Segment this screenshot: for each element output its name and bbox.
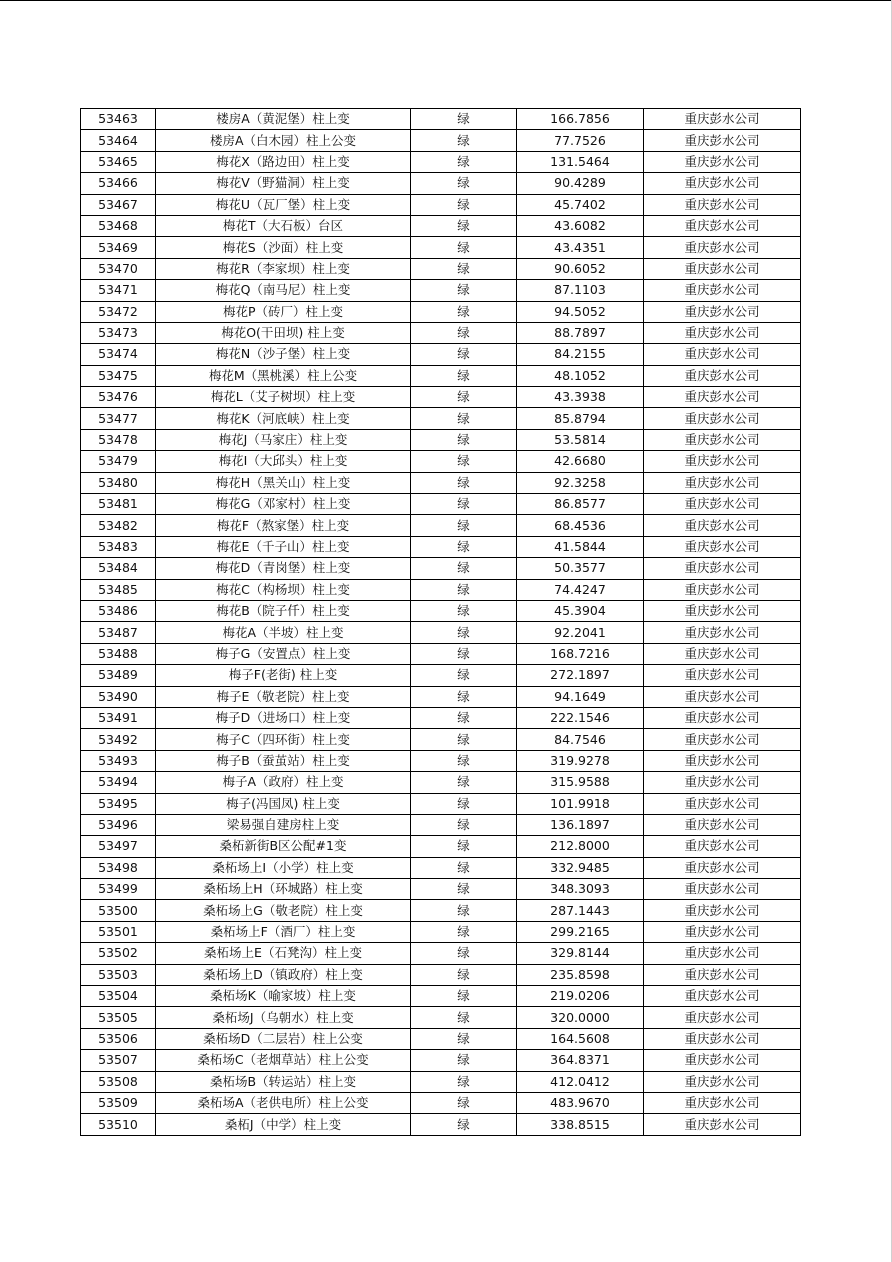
- cell-value: 315.9588: [517, 772, 644, 793]
- cell-name: 桑柘场上I（小学）柱上变: [156, 857, 411, 878]
- table-row: [81, 707, 801, 728]
- cell-name: 桑柘场D（二层岩）柱上公变: [156, 1028, 411, 1049]
- cell-value: 212.8000: [517, 836, 644, 857]
- cell-color: 绿: [411, 879, 517, 900]
- cell-color: 绿: [411, 814, 517, 835]
- cell-value: 166.7856: [517, 109, 644, 130]
- cell-name: 楼房A（白木园）柱上公变: [156, 130, 411, 151]
- cell-company: 重庆彭水公司: [644, 130, 801, 151]
- cell-id: 53477: [81, 408, 156, 429]
- cell-color: 绿: [411, 793, 517, 814]
- cell-company: 重庆彭水公司: [644, 750, 801, 771]
- cell-value: 90.6052: [517, 258, 644, 279]
- cell-color: 绿: [411, 600, 517, 621]
- cell-name: 梅子B（蚕茧站）柱上变: [156, 750, 411, 771]
- cell-color: 绿: [411, 1028, 517, 1049]
- cell-name: 梅花C（构杨坝）柱上变: [156, 579, 411, 600]
- cell-company: 重庆彭水公司: [644, 1028, 801, 1049]
- table-row: [81, 793, 801, 814]
- cell-color: 绿: [411, 1114, 517, 1135]
- cell-company: 重庆彭水公司: [644, 429, 801, 450]
- cell-color: 绿: [411, 365, 517, 386]
- table-row: [81, 515, 801, 536]
- cell-color: 绿: [411, 1092, 517, 1113]
- page-top-border: [0, 0, 892, 1]
- cell-name: 梅花V（野猫洞）柱上变: [156, 173, 411, 194]
- cell-company: 重庆彭水公司: [644, 729, 801, 750]
- cell-color: 绿: [411, 943, 517, 964]
- table-row: [81, 900, 801, 921]
- cell-name: 梅花R（李家坝）柱上变: [156, 258, 411, 279]
- cell-color: 绿: [411, 515, 517, 536]
- cell-id: 53473: [81, 322, 156, 343]
- cell-id: 53498: [81, 857, 156, 878]
- cell-id: 53483: [81, 536, 156, 557]
- cell-name: 梅花Q（南马尼）柱上变: [156, 280, 411, 301]
- cell-value: 50.3577: [517, 558, 644, 579]
- cell-value: 219.0206: [517, 986, 644, 1007]
- cell-id: 53488: [81, 643, 156, 664]
- cell-value: 68.4536: [517, 515, 644, 536]
- table-row: [81, 387, 801, 408]
- cell-value: 412.0412: [517, 1071, 644, 1092]
- cell-value: 43.4351: [517, 237, 644, 258]
- table-row: [81, 1114, 801, 1135]
- cell-name: 桑柘场J（乌朝水）柱上变: [156, 1007, 411, 1028]
- cell-company: 重庆彭水公司: [644, 814, 801, 835]
- table-row: [81, 1071, 801, 1092]
- cell-name: 梅花E（千子山）柱上变: [156, 536, 411, 557]
- cell-color: 绿: [411, 194, 517, 215]
- cell-color: 绿: [411, 750, 517, 771]
- cell-company: 重庆彭水公司: [644, 643, 801, 664]
- cell-color: 绿: [411, 729, 517, 750]
- cell-value: 84.2155: [517, 344, 644, 365]
- cell-id: 53507: [81, 1050, 156, 1071]
- cell-id: 53501: [81, 921, 156, 942]
- cell-color: 绿: [411, 472, 517, 493]
- table-body: [81, 109, 801, 1136]
- table-row: [81, 301, 801, 322]
- cell-color: 绿: [411, 280, 517, 301]
- table-row: [81, 536, 801, 557]
- cell-name: 桑柘新街B区公配#1变: [156, 836, 411, 857]
- cell-value: 84.7546: [517, 729, 644, 750]
- cell-name: 梅花J（马家庄）柱上变: [156, 429, 411, 450]
- cell-color: 绿: [411, 130, 517, 151]
- cell-company: 重庆彭水公司: [644, 151, 801, 172]
- cell-company: 重庆彭水公司: [644, 857, 801, 878]
- cell-color: 绿: [411, 986, 517, 1007]
- cell-name: 梅花T（大石板）台区: [156, 215, 411, 236]
- cell-color: 绿: [411, 109, 517, 130]
- cell-id: 53490: [81, 686, 156, 707]
- cell-color: 绿: [411, 237, 517, 258]
- cell-color: 绿: [411, 900, 517, 921]
- table-row: [81, 836, 801, 857]
- cell-id: 53492: [81, 729, 156, 750]
- cell-company: 重庆彭水公司: [644, 707, 801, 728]
- cell-name: 梅子E（敬老院）柱上变: [156, 686, 411, 707]
- table-row: [81, 429, 801, 450]
- cell-company: 重庆彭水公司: [644, 986, 801, 1007]
- table-row: [81, 943, 801, 964]
- transformer-table: [80, 108, 801, 1136]
- cell-id: 53468: [81, 215, 156, 236]
- cell-color: 绿: [411, 836, 517, 857]
- cell-color: 绿: [411, 322, 517, 343]
- cell-color: 绿: [411, 1071, 517, 1092]
- cell-name: 桑柘场上E（石凳沟）柱上变: [156, 943, 411, 964]
- cell-value: 41.5844: [517, 536, 644, 557]
- table-row: [81, 173, 801, 194]
- cell-name: 桑柘场B（转运站）柱上变: [156, 1071, 411, 1092]
- cell-name: 梅花M（黑桃溪）柱上公变: [156, 365, 411, 386]
- table-row: [81, 1050, 801, 1071]
- cell-color: 绿: [411, 151, 517, 172]
- cell-company: 重庆彭水公司: [644, 301, 801, 322]
- cell-company: 重庆彭水公司: [644, 515, 801, 536]
- cell-name: 桑柘场A（老供电所）柱上公变: [156, 1092, 411, 1113]
- cell-name: 梅花G（邓家村）柱上变: [156, 494, 411, 515]
- table-row: [81, 494, 801, 515]
- cell-color: 绿: [411, 686, 517, 707]
- cell-name: 桑柘场上G（敬老院）柱上变: [156, 900, 411, 921]
- table-row: [81, 280, 801, 301]
- cell-color: 绿: [411, 707, 517, 728]
- table-row: [81, 558, 801, 579]
- cell-id: 53486: [81, 600, 156, 621]
- cell-value: 43.3938: [517, 387, 644, 408]
- cell-color: 绿: [411, 429, 517, 450]
- table-row: [81, 237, 801, 258]
- cell-id: 53495: [81, 793, 156, 814]
- cell-name: 梅花I（大邱头）柱上变: [156, 451, 411, 472]
- cell-id: 53494: [81, 772, 156, 793]
- cell-name: 梅花D（青岗堡）柱上变: [156, 558, 411, 579]
- cell-name: 楼房A（黄泥堡）柱上变: [156, 109, 411, 130]
- cell-id: 53467: [81, 194, 156, 215]
- table-row: [81, 986, 801, 1007]
- cell-name: 梁易强自建房柱上变: [156, 814, 411, 835]
- cell-id: 53500: [81, 900, 156, 921]
- cell-id: 53476: [81, 387, 156, 408]
- cell-value: 88.7897: [517, 322, 644, 343]
- cell-company: 重庆彭水公司: [644, 215, 801, 236]
- table-row: [81, 258, 801, 279]
- cell-color: 绿: [411, 665, 517, 686]
- cell-id: 53489: [81, 665, 156, 686]
- cell-company: 重庆彭水公司: [644, 451, 801, 472]
- cell-company: 重庆彭水公司: [644, 1092, 801, 1113]
- cell-company: 重庆彭水公司: [644, 579, 801, 600]
- cell-color: 绿: [411, 643, 517, 664]
- cell-id: 53510: [81, 1114, 156, 1135]
- cell-name: 梅子A（政府）柱上变: [156, 772, 411, 793]
- cell-value: 348.3093: [517, 879, 644, 900]
- table-row: [81, 643, 801, 664]
- cell-color: 绿: [411, 622, 517, 643]
- table-row: [81, 130, 801, 151]
- cell-value: 43.6082: [517, 215, 644, 236]
- cell-value: 77.7526: [517, 130, 644, 151]
- cell-color: 绿: [411, 1050, 517, 1071]
- cell-name: 梅子D（进场口）柱上变: [156, 707, 411, 728]
- table-row: [81, 665, 801, 686]
- cell-company: 重庆彭水公司: [644, 921, 801, 942]
- cell-value: 53.5814: [517, 429, 644, 450]
- cell-id: 53470: [81, 258, 156, 279]
- cell-id: 53466: [81, 173, 156, 194]
- cell-name: 梅花P（砖厂）柱上变: [156, 301, 411, 322]
- cell-id: 53482: [81, 515, 156, 536]
- table-row: [81, 750, 801, 771]
- cell-id: 53479: [81, 451, 156, 472]
- cell-company: 重庆彭水公司: [644, 387, 801, 408]
- cell-color: 绿: [411, 408, 517, 429]
- cell-value: 45.7402: [517, 194, 644, 215]
- cell-name: 桑柘J（中学）柱上变: [156, 1114, 411, 1135]
- cell-value: 319.9278: [517, 750, 644, 771]
- cell-id: 53509: [81, 1092, 156, 1113]
- cell-id: 53506: [81, 1028, 156, 1049]
- cell-name: 梅花L（艾子树坝）柱上变: [156, 387, 411, 408]
- cell-id: 53504: [81, 986, 156, 1007]
- table-row: [81, 408, 801, 429]
- cell-company: 重庆彭水公司: [644, 1007, 801, 1028]
- cell-value: 329.8144: [517, 943, 644, 964]
- cell-company: 重庆彭水公司: [644, 836, 801, 857]
- cell-id: 53503: [81, 964, 156, 985]
- table-row: [81, 451, 801, 472]
- cell-id: 53496: [81, 814, 156, 835]
- cell-color: 绿: [411, 344, 517, 365]
- table-row: [81, 109, 801, 130]
- cell-company: 重庆彭水公司: [644, 258, 801, 279]
- cell-value: 164.5608: [517, 1028, 644, 1049]
- cell-company: 重庆彭水公司: [644, 365, 801, 386]
- cell-id: 53469: [81, 237, 156, 258]
- cell-value: 90.4289: [517, 173, 644, 194]
- table-row: [81, 814, 801, 835]
- table-row: [81, 365, 801, 386]
- table-row: [81, 857, 801, 878]
- cell-company: 重庆彭水公司: [644, 173, 801, 194]
- cell-value: 42.6680: [517, 451, 644, 472]
- cell-company: 重庆彭水公司: [644, 536, 801, 557]
- cell-color: 绿: [411, 921, 517, 942]
- cell-color: 绿: [411, 772, 517, 793]
- cell-company: 重庆彭水公司: [644, 344, 801, 365]
- cell-color: 绿: [411, 258, 517, 279]
- cell-value: 332.9485: [517, 857, 644, 878]
- cell-color: 绿: [411, 173, 517, 194]
- cell-name: 梅花U（瓦厂堡）柱上变: [156, 194, 411, 215]
- cell-company: 重庆彭水公司: [644, 943, 801, 964]
- cell-color: 绿: [411, 215, 517, 236]
- cell-company: 重庆彭水公司: [644, 665, 801, 686]
- cell-company: 重庆彭水公司: [644, 109, 801, 130]
- cell-value: 483.9670: [517, 1092, 644, 1113]
- cell-color: 绿: [411, 964, 517, 985]
- table-row: [81, 579, 801, 600]
- table-row: [81, 322, 801, 343]
- cell-value: 364.8371: [517, 1050, 644, 1071]
- cell-color: 绿: [411, 301, 517, 322]
- table-row: [81, 151, 801, 172]
- cell-company: 重庆彭水公司: [644, 408, 801, 429]
- cell-value: 338.8515: [517, 1114, 644, 1135]
- cell-id: 53465: [81, 151, 156, 172]
- cell-name: 梅子(冯国凤) 柱上变: [156, 793, 411, 814]
- cell-name: 桑柘场上D（镇政府）柱上变: [156, 964, 411, 985]
- cell-value: 299.2165: [517, 921, 644, 942]
- cell-company: 重庆彭水公司: [644, 237, 801, 258]
- table-row: [81, 921, 801, 942]
- cell-id: 53502: [81, 943, 156, 964]
- table-row: [81, 344, 801, 365]
- cell-value: 168.7216: [517, 643, 644, 664]
- cell-name: 桑柘场C（老烟草站）柱上公变: [156, 1050, 411, 1071]
- cell-id: 53474: [81, 344, 156, 365]
- cell-name: 梅花S（沙面）柱上变: [156, 237, 411, 258]
- cell-id: 53464: [81, 130, 156, 151]
- table-row: [81, 729, 801, 750]
- table-row: [81, 879, 801, 900]
- cell-value: 74.4247: [517, 579, 644, 600]
- cell-color: 绿: [411, 857, 517, 878]
- cell-value: 136.1897: [517, 814, 644, 835]
- cell-company: 重庆彭水公司: [644, 1114, 801, 1135]
- cell-color: 绿: [411, 387, 517, 408]
- table-row: [81, 1028, 801, 1049]
- cell-color: 绿: [411, 494, 517, 515]
- cell-id: 53480: [81, 472, 156, 493]
- cell-id: 53508: [81, 1071, 156, 1092]
- cell-name: 梅花B（院子仟）柱上变: [156, 600, 411, 621]
- cell-company: 重庆彭水公司: [644, 194, 801, 215]
- cell-name: 梅花K（河底峡）柱上变: [156, 408, 411, 429]
- cell-id: 53481: [81, 494, 156, 515]
- cell-id: 53475: [81, 365, 156, 386]
- cell-company: 重庆彭水公司: [644, 322, 801, 343]
- cell-value: 92.3258: [517, 472, 644, 493]
- table-row: [81, 686, 801, 707]
- table-row: [81, 194, 801, 215]
- cell-color: 绿: [411, 536, 517, 557]
- cell-id: 53497: [81, 836, 156, 857]
- cell-company: 重庆彭水公司: [644, 1050, 801, 1071]
- table-row: [81, 1092, 801, 1113]
- cell-value: 272.1897: [517, 665, 644, 686]
- cell-company: 重庆彭水公司: [644, 772, 801, 793]
- cell-id: 53478: [81, 429, 156, 450]
- cell-value: 287.1443: [517, 900, 644, 921]
- cell-id: 53505: [81, 1007, 156, 1028]
- cell-value: 85.8794: [517, 408, 644, 429]
- table-row: [81, 622, 801, 643]
- cell-id: 53487: [81, 622, 156, 643]
- cell-company: 重庆彭水公司: [644, 900, 801, 921]
- cell-name: 梅花F（熬家堡）柱上变: [156, 515, 411, 536]
- cell-value: 131.5464: [517, 151, 644, 172]
- cell-name: 梅花N（沙子堡）柱上变: [156, 344, 411, 365]
- cell-company: 重庆彭水公司: [644, 879, 801, 900]
- cell-value: 48.1052: [517, 365, 644, 386]
- table-row: [81, 772, 801, 793]
- table-row: [81, 472, 801, 493]
- cell-name: 桑柘场上H（环城路）柱上变: [156, 879, 411, 900]
- table-row: [81, 1007, 801, 1028]
- cell-name: 梅花A（半坡）柱上变: [156, 622, 411, 643]
- cell-value: 94.5052: [517, 301, 644, 322]
- cell-value: 235.8598: [517, 964, 644, 985]
- cell-name: 梅子C（四环街）柱上变: [156, 729, 411, 750]
- cell-company: 重庆彭水公司: [644, 600, 801, 621]
- cell-name: 梅子F(老街) 柱上变: [156, 665, 411, 686]
- cell-color: 绿: [411, 579, 517, 600]
- cell-company: 重庆彭水公司: [644, 494, 801, 515]
- cell-id: 53472: [81, 301, 156, 322]
- table-row: [81, 215, 801, 236]
- table-row: [81, 964, 801, 985]
- cell-value: 92.2041: [517, 622, 644, 643]
- cell-name: 梅花O(干田坝) 柱上变: [156, 322, 411, 343]
- cell-value: 222.1546: [517, 707, 644, 728]
- cell-id: 53499: [81, 879, 156, 900]
- cell-id: 53463: [81, 109, 156, 130]
- cell-id: 53471: [81, 280, 156, 301]
- cell-name: 桑柘场K（喻家坡）柱上变: [156, 986, 411, 1007]
- cell-value: 87.1103: [517, 280, 644, 301]
- cell-value: 45.3904: [517, 600, 644, 621]
- cell-id: 53493: [81, 750, 156, 771]
- cell-value: 101.9918: [517, 793, 644, 814]
- cell-color: 绿: [411, 451, 517, 472]
- cell-color: 绿: [411, 558, 517, 579]
- cell-company: 重庆彭水公司: [644, 558, 801, 579]
- cell-name: 桑柘场上F（酒厂）柱上变: [156, 921, 411, 942]
- cell-company: 重庆彭水公司: [644, 1071, 801, 1092]
- cell-name: 梅花X（路边田）柱上变: [156, 151, 411, 172]
- cell-id: 53484: [81, 558, 156, 579]
- table-row: [81, 600, 801, 621]
- cell-id: 53485: [81, 579, 156, 600]
- cell-company: 重庆彭水公司: [644, 964, 801, 985]
- cell-value: 320.0000: [517, 1007, 644, 1028]
- cell-value: 86.8577: [517, 494, 644, 515]
- cell-id: 53491: [81, 707, 156, 728]
- cell-company: 重庆彭水公司: [644, 472, 801, 493]
- cell-name: 梅花H（黑关山）柱上变: [156, 472, 411, 493]
- cell-company: 重庆彭水公司: [644, 686, 801, 707]
- cell-name: 梅子G（安置点）柱上变: [156, 643, 411, 664]
- cell-value: 94.1649: [517, 686, 644, 707]
- cell-company: 重庆彭水公司: [644, 793, 801, 814]
- cell-company: 重庆彭水公司: [644, 280, 801, 301]
- cell-company: 重庆彭水公司: [644, 622, 801, 643]
- cell-color: 绿: [411, 1007, 517, 1028]
